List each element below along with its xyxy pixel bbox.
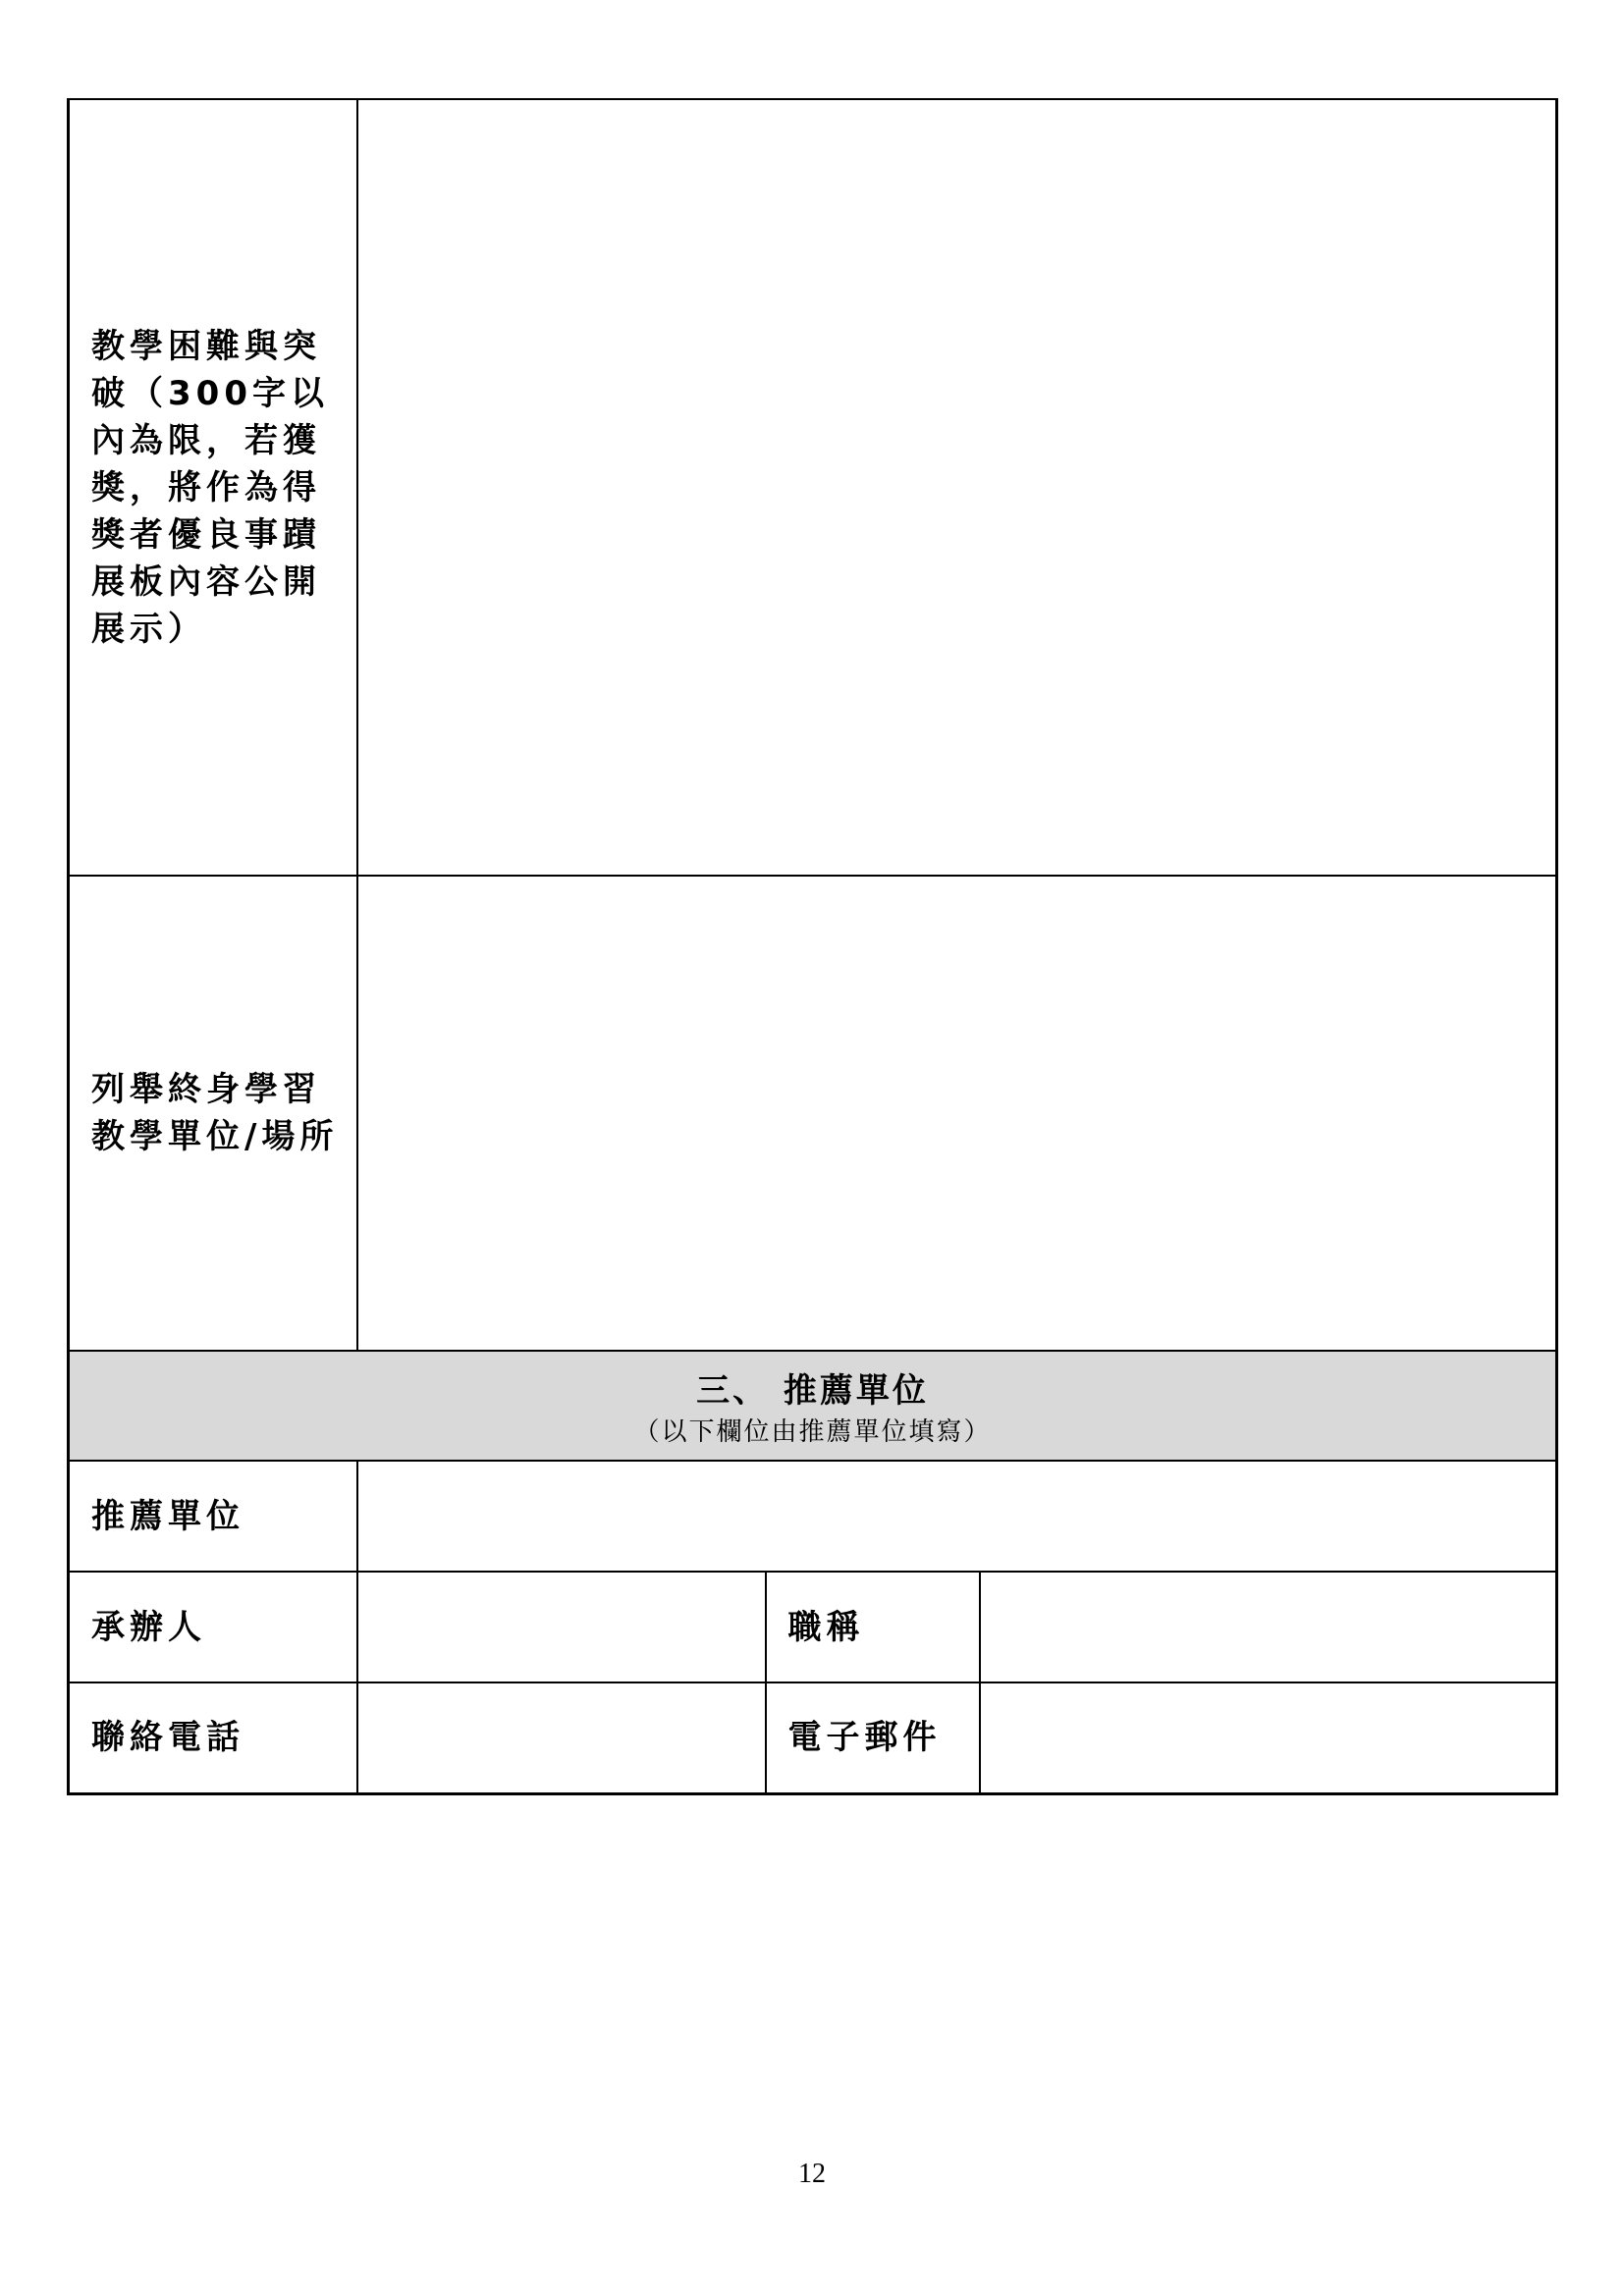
- section3-header: [69, 1351, 1557, 1461]
- email-input[interactable]: [980, 1682, 1557, 1793]
- lifelong-units-row: [69, 876, 1557, 1351]
- recommend-unit-input[interactable]: [357, 1461, 1557, 1572]
- contact-person-label: 承辦人: [69, 1572, 357, 1682]
- job-title-input[interactable]: [980, 1572, 1557, 1682]
- recommend-unit-label: 推薦單位: [69, 1461, 357, 1572]
- recommend-unit-row: [69, 1461, 1557, 1572]
- phone-email-row: [69, 1682, 1557, 1793]
- teaching-difficulty-label-cell: [69, 99, 357, 876]
- phone-input[interactable]: [357, 1682, 766, 1793]
- teaching-difficulty-row: [69, 99, 1557, 876]
- nomination-form-table: [67, 98, 1558, 1795]
- phone-label: 聯絡電話: [69, 1682, 357, 1793]
- lifelong-units-label-cell: [69, 876, 357, 1351]
- lifelong-units-label: 列舉終身學習 教學單位/場所: [91, 1070, 339, 1156]
- lifelong-units-input[interactable]: [357, 876, 1557, 1351]
- section3-title: 三、 推薦單位: [696, 1371, 929, 1411]
- email-label: 電子郵件: [766, 1682, 980, 1793]
- section3-header-row: [69, 1351, 1557, 1461]
- section3-subtitle: （以下欄位由推薦單位填寫）: [633, 1417, 992, 1447]
- contact-person-input[interactable]: [357, 1572, 766, 1682]
- teaching-difficulty-input[interactable]: [357, 99, 1557, 876]
- teaching-difficulty-label: 教學困難與突 破（300字以 內為限，若獲 獎，將作為得 獎者優良事蹟 展板內容公開 展示）: [91, 326, 329, 649]
- page-number: 12: [798, 2159, 826, 2189]
- job-title-label: 職稱: [766, 1572, 980, 1682]
- contact-person-row: [69, 1572, 1557, 1682]
